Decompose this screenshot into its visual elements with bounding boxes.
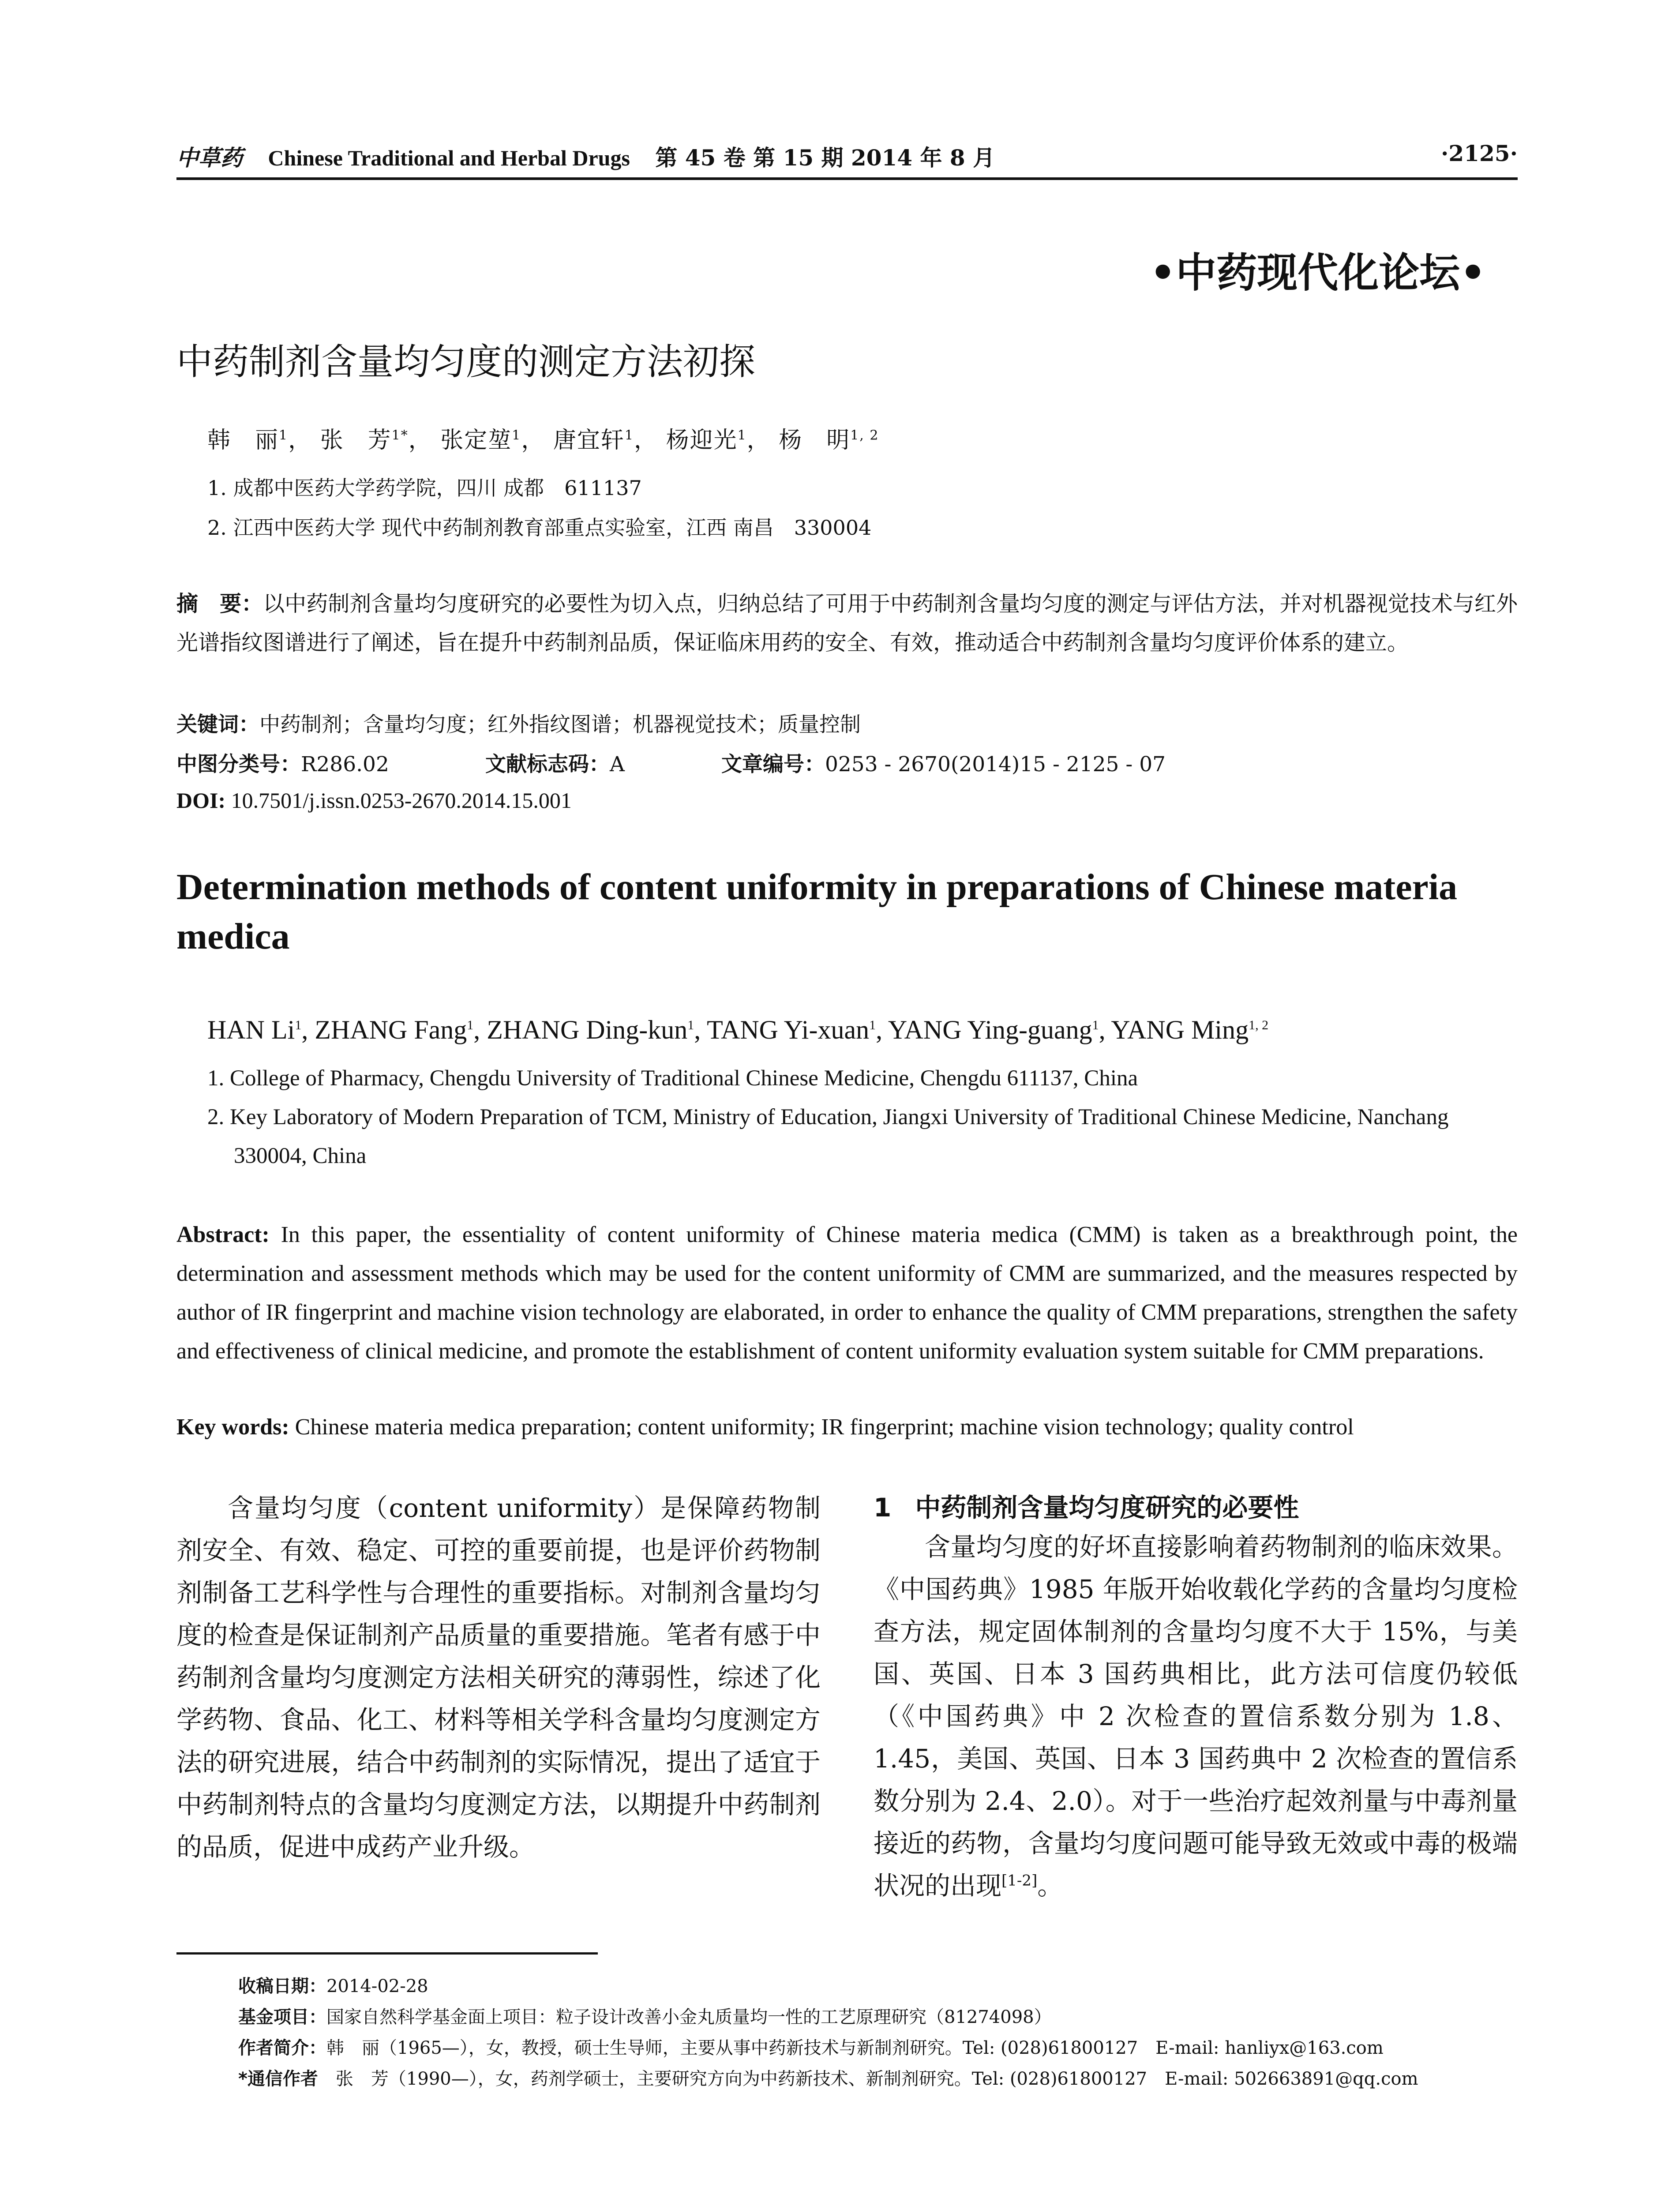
section-title: 中药制剂含量均匀度研究的必要性	[915, 1493, 1299, 1523]
issue-info: 第 45 卷 第 15 期 2014 年 8 月	[655, 145, 995, 171]
journal-name: Chinese Traditional and Herbal Drugs	[268, 146, 630, 170]
affiliation-en-2: 2. Key Laboratory of Modern Preparation of TCM, Ministry of Education, Jiangxi University of Traditional Chinese Medicine, Nanchang 330004, China	[207, 1105, 1449, 1168]
doi-label: DOI:	[176, 788, 226, 813]
doc-code-value: A	[610, 752, 625, 777]
author-affiliation-mark: 1*	[391, 428, 409, 443]
author-name: HAN Li	[207, 1015, 295, 1044]
keywords-chinese	[176, 708, 861, 738]
keywords-label: 关键词：	[176, 713, 259, 737]
author-name: YANG Ying-guang	[888, 1015, 1092, 1044]
abstract-chinese	[176, 585, 1518, 662]
author-affiliation-mark: 1	[687, 1018, 694, 1032]
intro-paragraph: 含量均匀度（content uniformity）是保障药物制剂安全、有效、稳定、可控的重要前提，也是评价药物制剂制备工艺科学性与合理性的重要指标。对制剂含量均匀度的检查是保证制剂产品质量的重要措施。笔者有感于中药制剂含量均匀度测定方法相关研究的薄弱性，综述了化学药物、食品、化工、材料等相关学科含量均匀度测定方法的研究进展，结合中药制剂的实际情况，提出了适宜于中药制剂特点的含量均匀度测定方法，以期提升中药制剂的品质，促进中成药产业升级。	[176, 1493, 821, 1862]
authors-english: HAN Li$^1$, ZHANG Fang$^1$, ZHANG Ding-kun$^1$, TANG Yi-xuan$^1$, YANG Ying-guang$^1$, YANG Ming$^{1, 2}$	[207, 1015, 1269, 1044]
author-name: ZHANG Fang	[315, 1015, 467, 1044]
doi-value: 10.7501/j.issn.0253-2670.2014.15.001	[231, 788, 572, 813]
author-name: 张定堃	[440, 427, 512, 454]
footnote-corresponding	[238, 2065, 1418, 2090]
footnote-text: 2014-02-28	[326, 1976, 428, 1996]
section-tag: •中药现代化论坛•	[1150, 249, 1486, 296]
journal-masthead: 中草药	[176, 145, 243, 171]
author-affiliation-mark: 1, 2	[850, 428, 879, 443]
author-name: ZHANG Ding-kun	[487, 1015, 688, 1044]
footnote-label: *通信作者	[238, 2069, 318, 2089]
section-paragraph	[874, 1526, 1518, 1907]
keywords-text: 中药制剂；含量均匀度；红外指纹图谱；机器视觉技术；质量控制	[259, 713, 861, 737]
section-text: 含量均匀度的好坏直接影响着药物制剂的临床效果。《中国药典》1985 年版开始收载化学药的含量均匀度检查方法，规定固体制剂的含量均匀度不大于 15%，与美国、英国、日本 3 国药典相比，此方法可信度仍较低（《中国药典》中 2 次检查的置信系数分别为 1.8、1.45，美国、英国、日本 3 国药典中 2 次检查的置信系数分别为 2.4、2.0）。对于一些治疗起效剂量与中毒剂量接近的药物，含量均匀度问题可能导致无效或中毒的极端状况的出现	[874, 1532, 1518, 1901]
abstract-label: 摘 要：	[176, 591, 263, 616]
article-no-value: 0253 - 2670(2014)15 - 2125 - 07	[825, 752, 1166, 777]
clc-value: R286.02	[301, 752, 389, 777]
affiliation-en-1: 1. College of Pharmacy, Chengdu University of Traditional Chinese Medicine, Chengdu 611137, China	[207, 1066, 1138, 1091]
clc-label: 中图分类号：	[176, 752, 301, 777]
classification-line	[176, 748, 1166, 777]
author-name: 张 芳	[320, 427, 392, 454]
abstract-english	[176, 1216, 1518, 1371]
author-affiliation-mark: 1	[279, 428, 289, 443]
citation-mark: [1-2]	[1001, 1872, 1038, 1890]
abstract-en-label: Abstract:	[176, 1222, 270, 1247]
footnote-label: 收稿日期：	[238, 1976, 326, 1996]
footnote-text: 国家自然科学基金面上项目：粒子设计改善小金丸质量均一性的工艺原理研究（81274098）	[326, 2007, 1052, 2027]
footnote-author-bio	[238, 2034, 1384, 2059]
footnote-text: 张 芳（1990—），女，药剂学硕士，主要研究方向为中药新技术、新制剂研究。Tel: (028)61800127 E-mail: 502663891@qq.com	[335, 2069, 1418, 2089]
footnote-label: 作者简介：	[238, 2038, 326, 2058]
author-affiliation-mark: 1	[624, 428, 634, 443]
footnote-received	[238, 1972, 428, 1997]
footnote-text: 韩 丽（1965—），女，教授，硕士生导师，主要从事中药新技术与新制剂研究。Tel: (028)61800127 E-mail: hanliyx@163.com	[326, 2038, 1384, 2058]
affiliation-cn-1: 1. 成都中医药大学药学院，四川 成都 611137	[207, 476, 642, 500]
keywords-english	[176, 1414, 1518, 1440]
abstract-text: 以中药制剂含量均匀度研究的必要性为切入点，归纳总结了可用于中药制剂含量均匀度的测定与评估方法，并对机器视觉技术与红外光谱指纹图谱进行了阐述，旨在提升中药制剂品质，保证临床用药的安全、有效，推动适合中药制剂含量均匀度评价体系的建立。	[176, 591, 1518, 655]
author-name: 杨 明	[779, 427, 851, 454]
doi-line	[176, 788, 572, 813]
author-affiliation-mark: 1	[1092, 1018, 1099, 1032]
author-affiliation-mark: 1	[737, 428, 747, 443]
footnote-funding	[238, 2003, 1052, 2028]
section-end: 。	[1037, 1871, 1063, 1901]
author-name: 韩 丽	[207, 427, 279, 454]
author-affiliation-mark: 1	[295, 1018, 302, 1032]
author-name: YANG Ming	[1111, 1015, 1249, 1044]
doc-code-label: 文献标志码：	[485, 752, 610, 777]
author-name: 唐宜轩	[553, 427, 625, 454]
keywords-en-label: Key words:	[176, 1414, 289, 1440]
keywords-en-text: Chinese materia medica preparation; content uniformity; IR fingerprint; machine vision technology; quality control	[295, 1414, 1354, 1440]
abstract-en-text: In this paper, the essentiality of content uniformity of Chinese materia medica (CMM) is taken as a breakthrough point, the determination and assessment methods which may be used for the content uniformity of CMM are summarized, and the measures respected by author of IR fingerprint and machine vision technology are elaborated, in order to enhance the quality of CMM preparations, strengthen the safety and effectiveness of clinical medicine, and promote the establishment of content uniformity evaluation system suitable for CMM preparations.	[176, 1222, 1518, 1364]
section-heading	[874, 1487, 1299, 1524]
author-affiliation-mark: 1	[869, 1018, 876, 1032]
authors-chinese: 韩 丽$^1$， 张 芳$^{1*}$， 张定堃$^1$， 唐宜轩$^1$， 杨迎光$^1$， 杨 明$^{1, 2}$	[207, 427, 879, 454]
author-name: 杨迎光	[666, 427, 738, 454]
affiliation-cn-2: 2. 江西中医药大学 现代中药制剂教育部重点实验室，江西 南昌 330004	[207, 516, 872, 540]
running-header	[176, 140, 1518, 172]
header-rule	[176, 177, 1518, 180]
article-no-label: 文章编号：	[721, 752, 825, 777]
author-affiliation-mark: 1, 2	[1249, 1018, 1269, 1032]
page-number: ·2125·	[1441, 140, 1518, 166]
footnote-rule	[176, 1952, 598, 1955]
author-affiliation-mark: 1	[467, 1018, 474, 1032]
title-chinese: 中药制剂含量均匀度的测定方法初探	[176, 341, 756, 383]
title-english: Determination methods of content uniformity in preparations of Chinese materia medica	[176, 867, 1458, 957]
footnote-label: 基金项目：	[238, 2007, 326, 2027]
section-number: 1	[874, 1493, 892, 1523]
author-name: TANG Yi-xuan	[707, 1015, 870, 1044]
author-affiliation-mark: 1	[512, 428, 521, 443]
